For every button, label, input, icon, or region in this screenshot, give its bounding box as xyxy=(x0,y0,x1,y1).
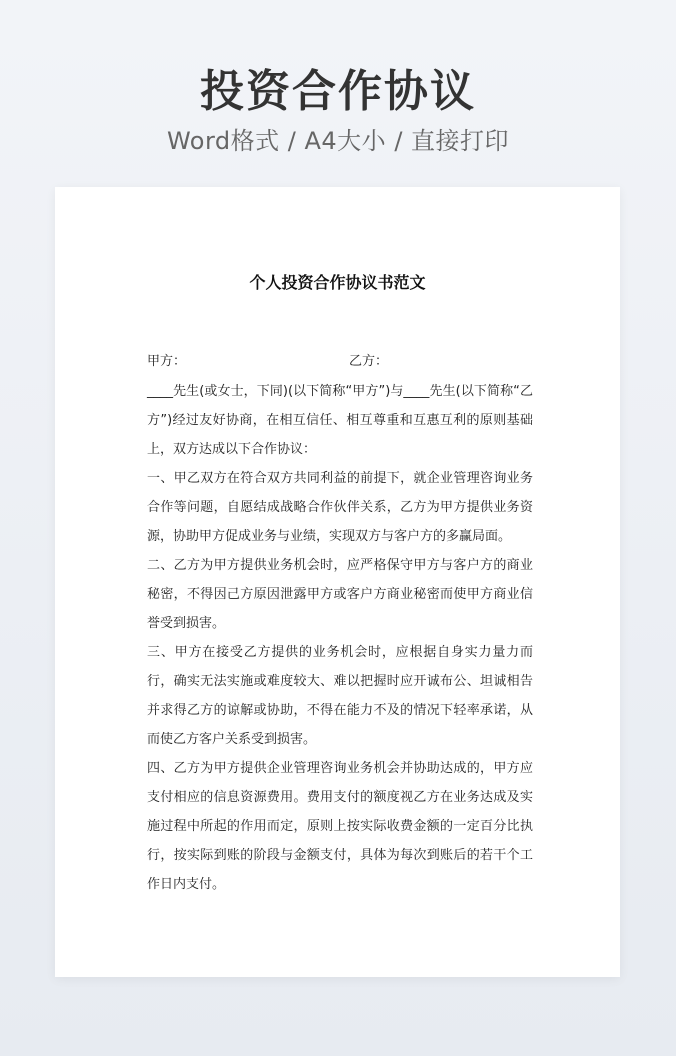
page-header xyxy=(0,62,676,158)
parties-line xyxy=(147,351,532,373)
clause-1: 一、甲乙双方在符合双方共同利益的前提下，就企业管理咨询业务合作等问题，自愿结成战略合作伙伴关系，乙方为甲方提供业务资源，协助甲方促成业务与业绩，实现双方与客户方的多赢局面。 xyxy=(147,471,533,544)
document-page xyxy=(55,187,620,977)
intro-paragraph: ____先生(或女士，下同)(以下简称“甲方”)与____先生(以下简称“乙方”)经过友好协商，在相互信任、相互尊重和互惠互利的原则基础上，双方达成以下合作协议： xyxy=(147,384,533,457)
document-body xyxy=(147,377,533,899)
page-title: 投资合作协议 xyxy=(200,66,476,117)
clause-3: 三、甲方在接受乙方提供的业务机会时，应根据自身实力量力而行，确实无法实施或难度较大、难以把握时应开诚布公、坦诚相告并求得乙方的谅解或协助，不得在能力不及的情况下轻率承诺，从而使乙方客户关系受到损害。 xyxy=(147,645,533,747)
clause-2: 二、乙方为甲方提供业务机会时，应严格保守甲方与客户方的商业秘密，不得因己方原因泄露甲方或客户方商业秘密而使甲方商业信誉受到损害。 xyxy=(147,558,533,631)
party-a-label: 甲方： xyxy=(147,354,187,369)
document-title: 个人投资合作协议书范文 xyxy=(249,273,426,292)
party-b-label: 乙方： xyxy=(349,354,389,369)
page-subtitle: Word格式 / A4大小 / 直接打印 xyxy=(166,127,510,155)
clause-4: 四、乙方为甲方提供企业管理咨询业务机会并协助达成的，甲方应支付相应的信息资源费用。费用支付的额度视乙方在业务达成及实施过程中所起的作用而定，原则上按实际收费金额的一定百分比执行，按实际到账的阶段与金额支付，具体为每次到账后的若干个工作日内支付。 xyxy=(147,761,533,892)
